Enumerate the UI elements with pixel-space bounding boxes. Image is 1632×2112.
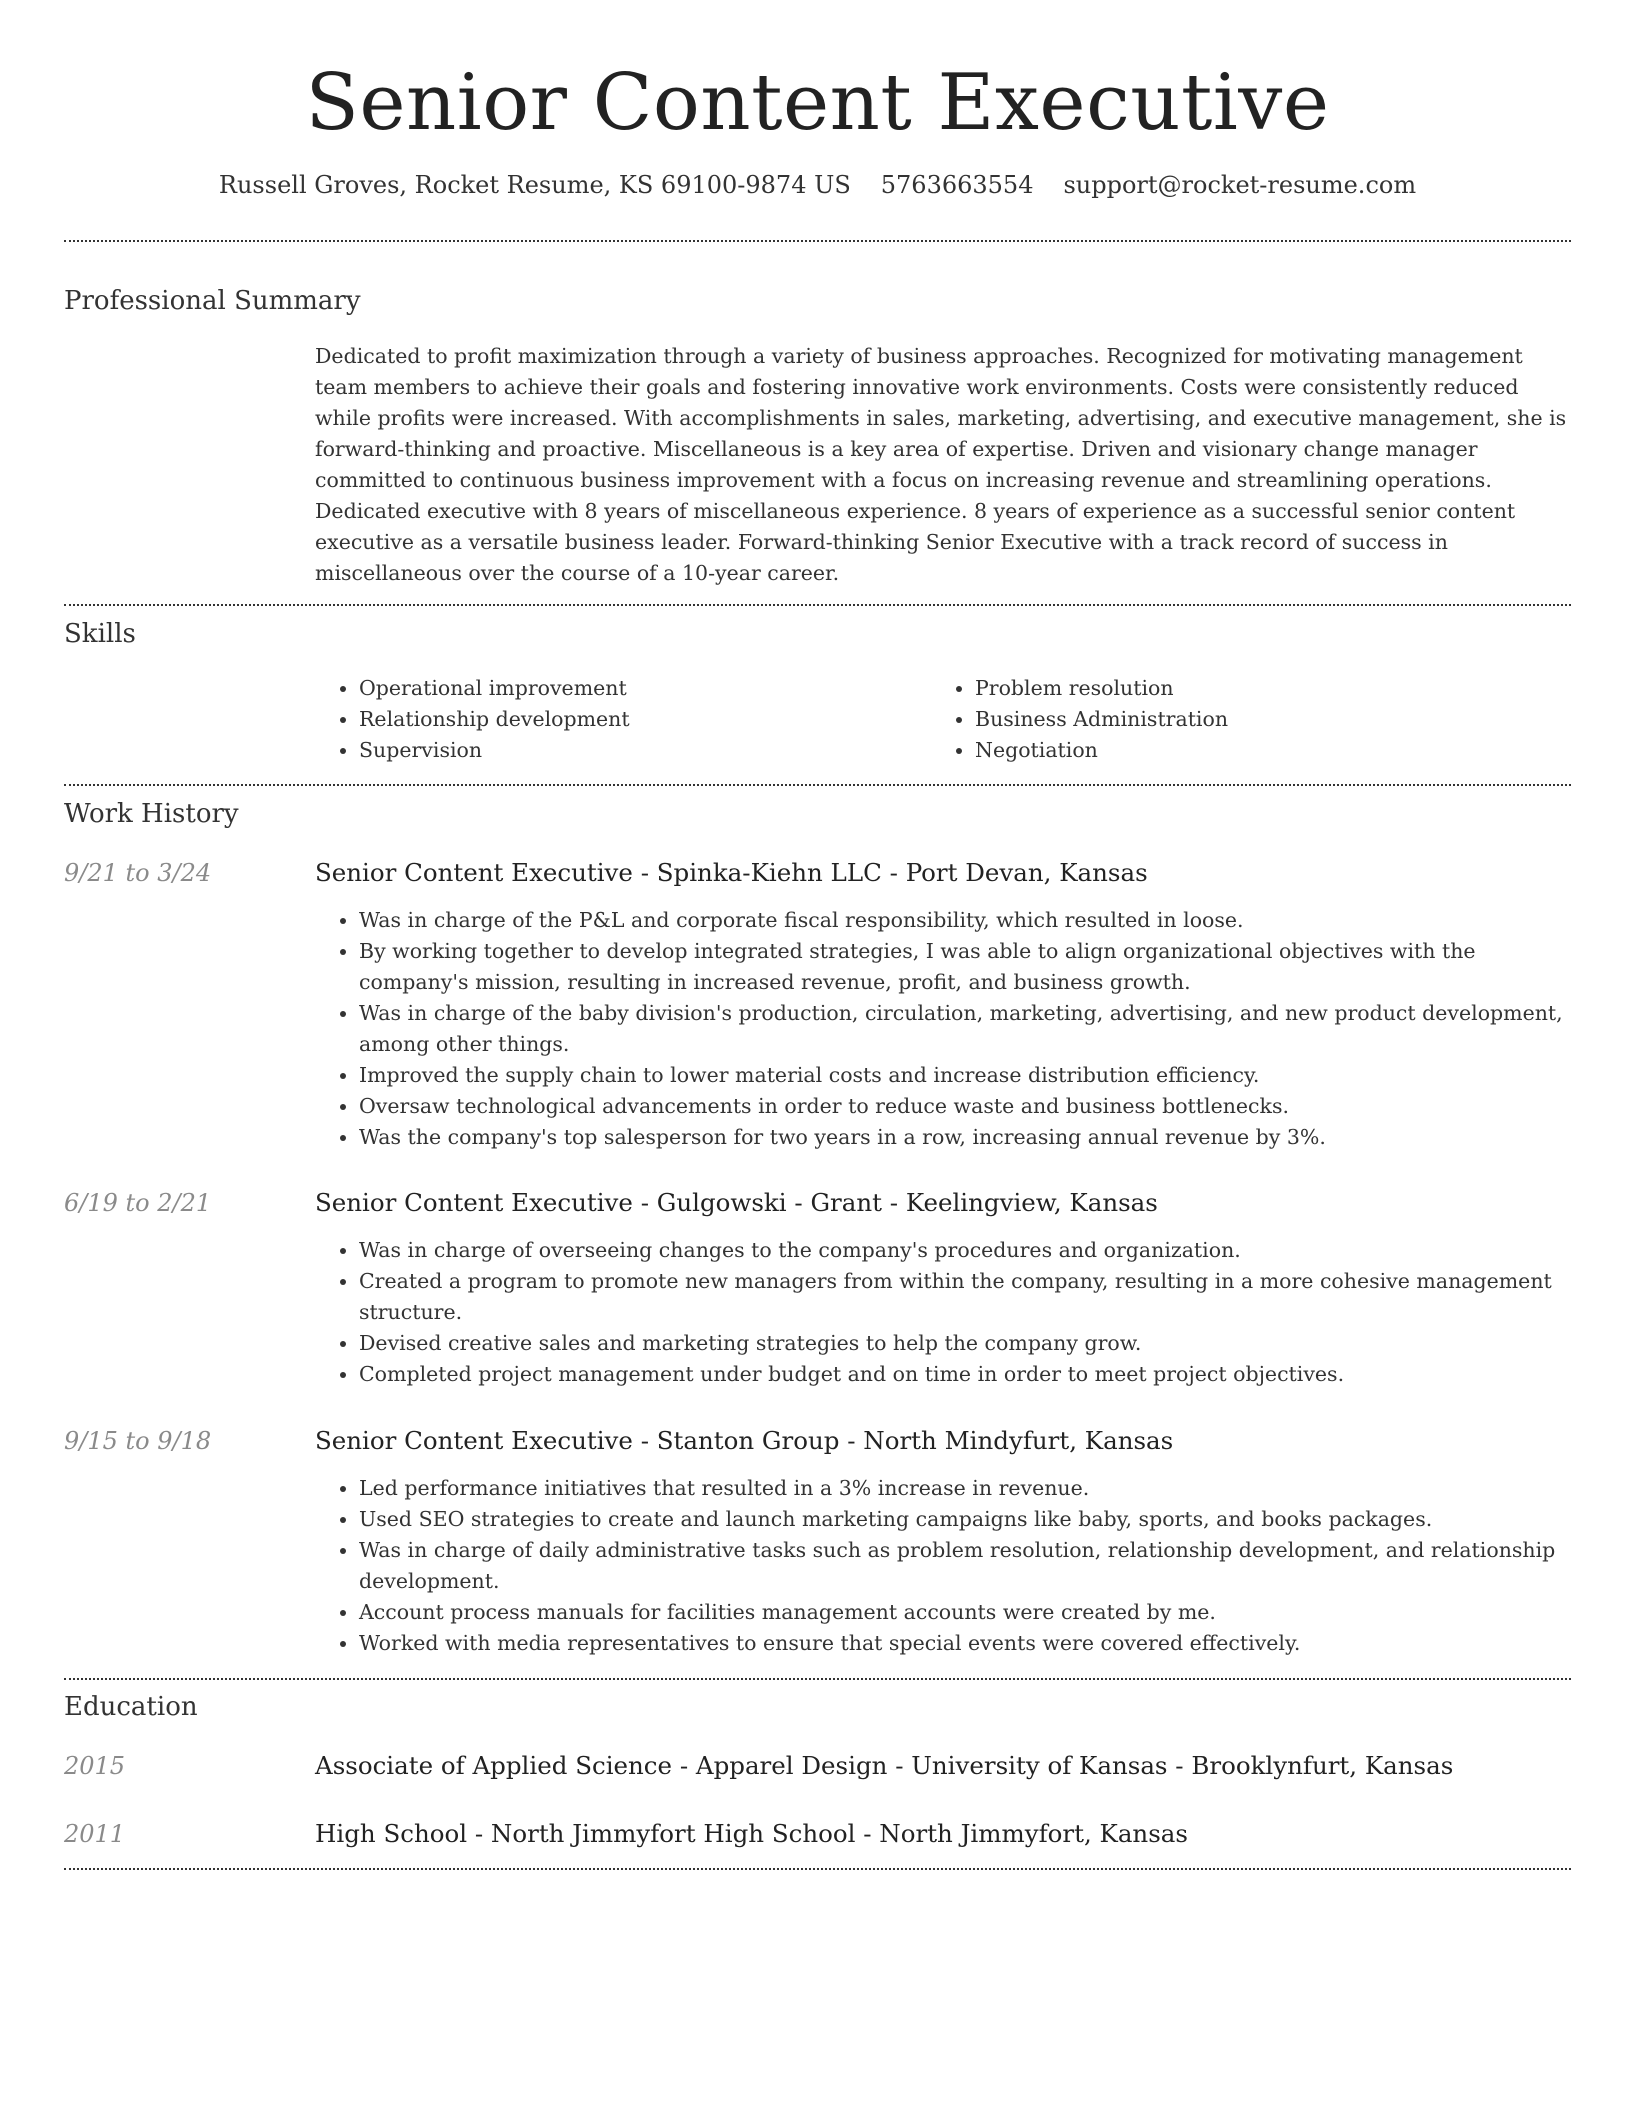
education-year: 2015 [64,1752,126,1780]
job-bullets [315,905,1571,1153]
skill-item: • Relationship development [359,704,915,735]
job-bullet: • Devised creative sales and marketing strategies to help the company grow. [359,1328,1571,1359]
job-bullet: • Oversaw technological advancements in order to reduce waste and business bottlenecks. [359,1091,1571,1122]
divider [64,784,1571,786]
skill-item: • Negotiation [975,735,1531,766]
skills-column-left [315,673,915,766]
education-heading: Education [64,1692,198,1722]
job-bullet: • Was in charge of the baby division's production, circulation, marketing, advertising, and new product development, among other things. [359,998,1571,1060]
skill-item: • Business Administration [975,704,1531,735]
job-bullets [315,1235,1571,1390]
job-bullet: • Created a program to promote new managers from within the company, resulting in a more cohesive management structure. [359,1266,1571,1328]
divider [64,1678,1571,1680]
skills-heading: Skills [64,619,136,649]
skill-item: • Supervision [359,735,915,766]
job-bullet: • Completed project management under budget and on time in order to meet project objectives. [359,1359,1571,1390]
job-bullets [315,1473,1571,1659]
education-heading-line: Associate of Applied Science - Apparel Design - University of Kansas - Brooklynfurt, Kansas [315,1751,1454,1780]
contact-phone: 5763663554 [880,171,1034,199]
job-dates: 6/19 to 2/21 [64,1189,212,1217]
job-bullet: • Was in charge of the P&L and corporate fiscal responsibility, which resulted in loose. [359,905,1571,936]
job-heading: Senior Content Executive - Gulgowski - Grant - Keelingview, Kansas [315,1188,1158,1217]
job-bullet: • Was in charge of daily administrative tasks such as problem resolution, relationship development, and relationship development. [359,1535,1571,1597]
skills-column-right [931,673,1531,766]
job-bullet: • Led performance initiatives that resulted in a 3% increase in revenue. [359,1473,1571,1504]
job-bullet: • Was in charge of overseeing changes to the company's procedures and organization. [359,1235,1571,1266]
job-heading: Senior Content Executive - Spinka-Kiehn LLC - Port Devan, Kansas [315,858,1148,887]
job-dates: 9/15 to 9/18 [64,1427,212,1455]
job-bullet: • Improved the supply chain to lower material costs and increase distribution efficiency. [359,1060,1571,1091]
job-dates: 9/21 to 3/24 [64,859,212,887]
job-bullet: • Used SEO strategies to create and launch marketing campaigns like baby, sports, and books packages. [359,1504,1571,1535]
job-bullet: • Worked with media representatives to ensure that special events were covered effectively. [359,1628,1571,1659]
divider [64,604,1571,606]
job-heading: Senior Content Executive - Stanton Group - North Mindyfurt, Kansas [315,1426,1174,1455]
skill-item: • Problem resolution [975,673,1531,704]
job-bullet: • Account process manuals for facilities management accounts were created by me. [359,1597,1571,1628]
summary-text: Dedicated to profit maximization through a variety of business approaches. Recognized for motivating management team members to achieve their goals and fostering innovative work environments. Costs were consistently reduced while profits were increased. With accomplishments in sales, marketing, advertising, and executive management, she is forward-thinking and proactive. Miscellaneous is a key area of expertise. Driven and visionary change manager committed to continuous business improvement with a focus on increasing revenue and streamlining operations. Dedicated executive with 8 years of miscellaneous experience. 8 years of experience as a successful senior content executive as a versatile business leader. Forward-thinking Senior Executive with a track record of success in miscellaneous over the course of a 10-year career. [315,344,1567,585]
contact-line [64,168,1571,202]
divider [64,1868,1571,1870]
education-year: 2011 [64,1820,126,1848]
contact-email: support@rocket-resume.com [1063,171,1417,199]
divider [64,240,1571,242]
resume-title: Senior Content Executive [305,58,1330,148]
job-bullet: • Was the company's top salesperson for two years in a row, increasing annual revenue by 3%. [359,1122,1571,1153]
job-bullet: • By working together to develop integrated strategies, I was able to align organizational objectives with the company's mission, resulting in increased revenue, profit, and business growth. [359,936,1571,998]
summary-heading: Professional Summary [64,286,361,316]
education-heading-line: High School - North Jimmyfort High School - North Jimmyfort, Kansas [315,1819,1188,1848]
contact-address: Russell Groves, Rocket Resume, KS 69100-9874 US [218,171,851,199]
work-history-heading: Work History [64,799,239,829]
skill-item: • Operational improvement [359,673,915,704]
